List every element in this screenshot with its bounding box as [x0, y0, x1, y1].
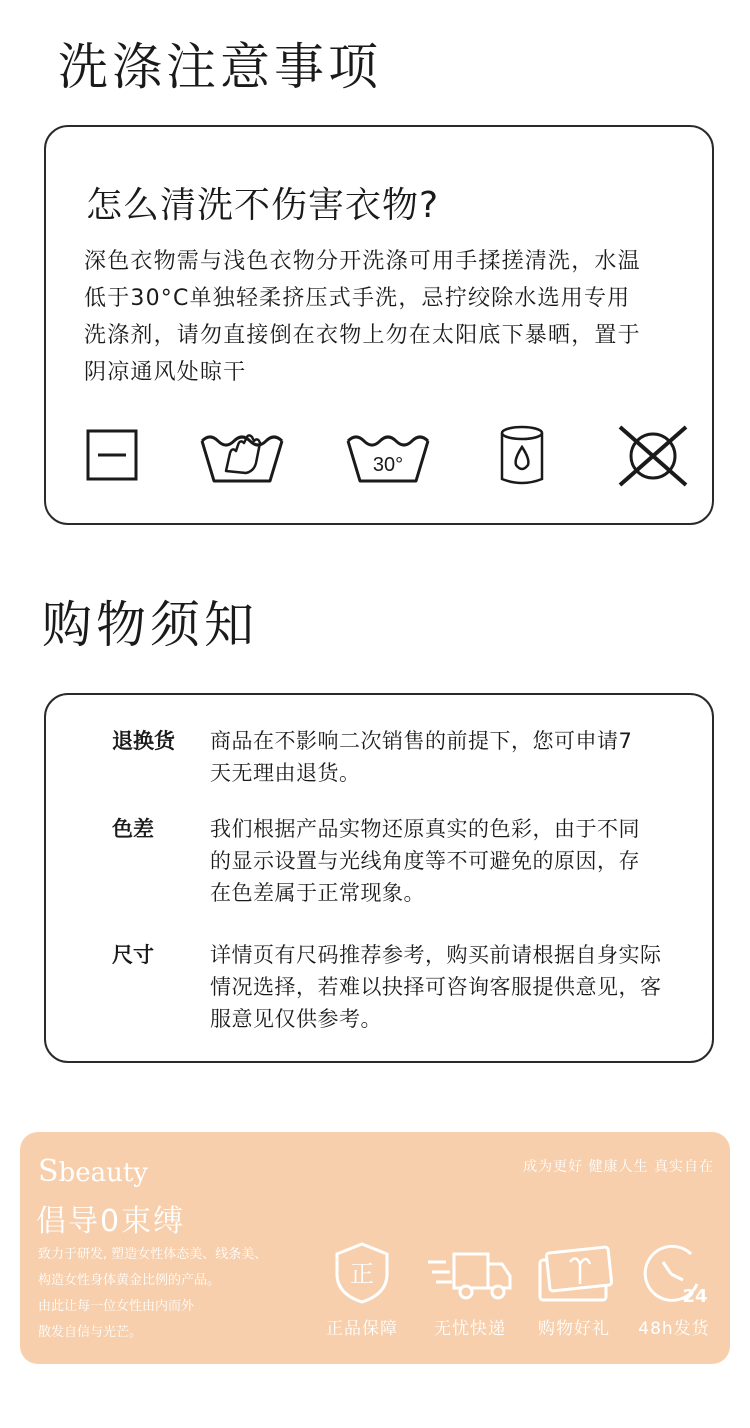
shopping-row-text: [210, 813, 670, 909]
care-paragraph-line: 洗涤剂，请勿直接倒在衣物上勿在太阳底下暴晒，置于: [84, 323, 641, 348]
shopping-card: [44, 693, 714, 1063]
brand-desc-line: 由此让每一位女性由内而外: [38, 1299, 195, 1314]
authentic-shield-icon: [329, 1240, 395, 1306]
shopping-row-label: 退换货: [112, 729, 175, 753]
brand-desc-line: 致力于研发, 塑造女性体态美、线条美、: [38, 1247, 268, 1262]
brand-desc-line: 散发自信与光芒。: [38, 1325, 143, 1340]
brand-desc-line: 构造女性身体黄金比例的产品。: [38, 1273, 221, 1288]
shopping-row-line: 天无理由退货。: [210, 761, 361, 785]
dry-flat-icon: [86, 423, 138, 489]
shopping-row-line: 在色差属于正常现象。: [210, 881, 425, 905]
feature-label: 正品保障: [326, 1319, 398, 1339]
care-paragraph-line: 低于30°C单独轻柔挤压式手洗，忌拧绞除水选用专用: [84, 286, 631, 311]
feature-label: 无忧快递: [434, 1319, 506, 1339]
delivery-truck-icon: [426, 1240, 514, 1306]
brand-banner: [20, 1132, 730, 1364]
shopping-row-line: 情况选择，若难以抉择可咨询客服提供意见，客: [210, 975, 662, 999]
feature-48h: [626, 1240, 722, 1339]
logo-mark: S: [38, 1154, 59, 1189]
feature-label: 48h发货: [638, 1319, 710, 1339]
care-section-title: 洗涤注意事项: [58, 38, 382, 96]
shopping-row-line: 的显示设置与光线角度等不可避免的原因，存: [210, 849, 640, 873]
clock-24-icon: [639, 1240, 709, 1306]
do-not-tumble-dry-icon: [614, 423, 692, 489]
clock-24-glyph: 24: [682, 1286, 708, 1306]
feature-gift: [526, 1240, 622, 1339]
mild-detergent-icon: [492, 423, 552, 489]
wash-30-icon: [346, 423, 430, 489]
logo-text: beauty: [58, 1158, 148, 1188]
care-icons-row: [80, 423, 692, 489]
feature-authentic: [314, 1240, 410, 1339]
shopping-row-line: 详情页有尺码推荐参考，购买前请根据自身实际: [210, 943, 662, 967]
care-paragraph: [84, 243, 684, 391]
care-question: 怎么清洗不伤害衣物?: [86, 185, 440, 226]
authentic-glyph: 正: [350, 1260, 374, 1288]
shopping-row-line: 服意见仅供参考。: [210, 1007, 382, 1031]
shopping-row-line: 我们根据产品实物还原真实的色彩，由于不同: [210, 817, 640, 841]
shopping-row-line: 商品在不影响二次销售的前提下，您可申请7: [210, 729, 633, 753]
wash-temperature-label: 30°: [372, 454, 404, 476]
hand-wash-icon: [200, 423, 284, 489]
shopping-row-label: 尺寸: [112, 943, 154, 967]
brand-description: [38, 1242, 328, 1346]
feature-label: 购物好礼: [538, 1319, 610, 1339]
care-card: [44, 125, 714, 525]
care-paragraph-line: 阴凉通风处晾干: [84, 360, 247, 385]
brand-logo: [38, 1154, 148, 1189]
shopping-section-title: 购物须知: [42, 596, 258, 654]
gift-card-icon: [534, 1240, 614, 1306]
brand-headline: 倡导0束缚: [36, 1204, 186, 1239]
brand-slogan: 成为更好 健康人生 真实自在: [523, 1159, 714, 1175]
shopping-row-label: 色差: [112, 817, 154, 841]
feature-delivery: [422, 1240, 518, 1339]
shopping-row-text: [210, 939, 670, 1035]
care-paragraph-line: 深色衣物需与浅色衣物分开洗涤可用手揉搓清洗，水温: [84, 249, 641, 274]
shopping-row-text: [210, 725, 670, 789]
